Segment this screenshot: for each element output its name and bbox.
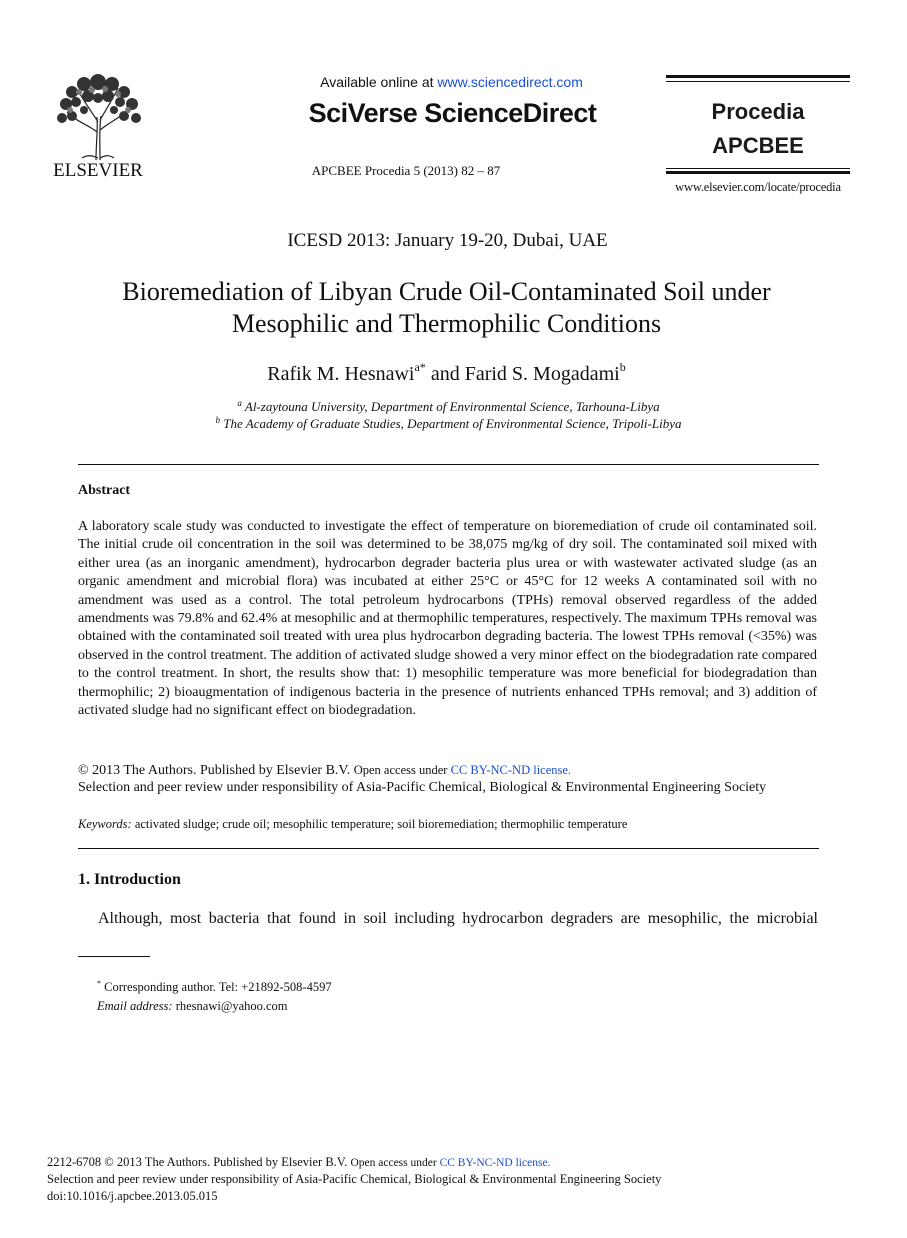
footer-copyright-text: 2212-6708 © 2013 The Authors. Published by Elsevier B.V. bbox=[47, 1155, 351, 1169]
footnote-corresponding bbox=[97, 979, 332, 995]
open-access-text: Open access under bbox=[353, 763, 451, 777]
peer-review-line: Selection and peer review under responsibility of Asia-Pacific Chemical, Biological & Environmental Engineering Society bbox=[78, 780, 767, 795]
title-line-1: Bioremediation of Libyan Crude Oil-Contaminated Soil under bbox=[122, 277, 771, 306]
footer-doi[interactable]: doi:10.1016/j.apcbee.2013.05.015 bbox=[47, 1189, 218, 1203]
footer-open-access: Open access under bbox=[350, 1157, 440, 1169]
divider-top bbox=[78, 464, 819, 465]
journal-title-line1: Procedia bbox=[711, 99, 805, 124]
author-line bbox=[0, 360, 907, 386]
keywords-text: activated sludge; crude oil; mesophilic temperature; soil bioremediation; thermophilic temperature bbox=[131, 817, 628, 831]
author-1: Rafik M. Hesnawi bbox=[267, 363, 415, 385]
affiliation-1 bbox=[0, 398, 907, 415]
footer-peer-review: Selection and peer review under responsibility of Asia-Pacific Chemical, Biological & Environmental Engineering Society bbox=[47, 1172, 662, 1186]
aff-1-text: Al-zaytouna University, Department of Environmental Science, Tarhouna-Libya bbox=[244, 399, 660, 414]
abstract-heading: Abstract bbox=[78, 483, 131, 498]
author-join: and bbox=[425, 363, 465, 385]
section-heading-introduction: 1. Introduction bbox=[78, 871, 181, 888]
abstract-body: A laboratory scale study was conducted to investigate the effect of temperature on bioremediation of crude oil contaminated soil. The initial crude oil concentration in the soil was determined to be 38,075 mg/kg of dry soil. The contaminated soil mixed with either urea (as an inorganic amendment), hydrocarbon degrader bacteria plus urea or with wastewater activated sludge (as an organic amendment and microbial flora) was incubated at either 25°C or 45°C for 12 weeks A contaminated soil with no amendment was used as a control. The total petroleum hydrocarbons (TPHs) removal observed regardless of the added amendments was 79.8% and 62.4% at mesophilic and at thermophilic temperatures, respectively. The maximum TPHs removal was obtained with the contaminated soil treated with urea plus hydrocarbon degrading bacteria. The lowest TPHs removal (<35%) was observed in the control treatment. The addition of activated sludge showed a very minor effect on the biodegradation rate compared to the control treatment. In short, the results show that: 1) mesophilic temperature was more beneficial for biodegradation than thermophilic; 2) bioaugmentation of indigenous bacteria in the presence of nutrients enhanced TPHs removal; and 3) addition of activated sludge had no significant effect on biodegradation. bbox=[78, 519, 817, 719]
email-label: Email address: bbox=[97, 999, 173, 1013]
author-1-sup: a* bbox=[414, 360, 426, 374]
title-box-bottom-rule-thin bbox=[666, 168, 850, 169]
journal-title bbox=[666, 95, 850, 163]
copyright-text: © 2013 The Authors. Published by Elsevier B.V. bbox=[78, 763, 354, 778]
paper-title bbox=[60, 276, 833, 340]
divider-bottom bbox=[78, 848, 819, 849]
footer-copyright bbox=[47, 1155, 550, 1170]
title-box-top-rule-thin bbox=[666, 81, 850, 82]
conference-line bbox=[0, 230, 907, 252]
sciencedirect-link[interactable]: www.sciencedirect.com bbox=[437, 74, 583, 90]
journal-reference-text: APCBEE Procedia 5 (2013) 82 – 87 bbox=[311, 163, 501, 178]
available-prefix: Available online at bbox=[320, 74, 438, 90]
author-2: Farid S. Mogadami bbox=[464, 363, 620, 385]
title-box-top-rule bbox=[666, 75, 850, 78]
copyright-line bbox=[78, 762, 838, 779]
footnote-divider bbox=[78, 956, 150, 957]
affiliation-2 bbox=[0, 415, 907, 432]
copyright-block bbox=[78, 762, 838, 796]
aff-1-sup: a bbox=[237, 398, 242, 408]
publisher-wordmark: ELSEVIER bbox=[53, 160, 143, 180]
footer-license-link[interactable]: CC BY-NC-ND license. bbox=[439, 1157, 551, 1169]
title-line-2: Mesophilic and Thermophilic Conditions bbox=[231, 309, 662, 338]
license-link[interactable]: CC BY-NC-ND license. bbox=[450, 763, 572, 777]
footnote-marker: * bbox=[97, 979, 101, 988]
footnote-email bbox=[97, 999, 288, 1014]
title-box-bottom-rule bbox=[666, 171, 850, 174]
introduction-paragraph: Although, most bacteria that found in soil including hydrocarbon degraders are mesophilic, the microbial bbox=[98, 910, 818, 927]
keywords-line bbox=[78, 817, 627, 832]
platform-name: SciVerse ScienceDirect bbox=[308, 98, 597, 128]
journal-homepage[interactable]: www.elsevier.com/locate/procedia bbox=[675, 180, 841, 194]
author-2-sup: b bbox=[619, 360, 626, 374]
aff-2-sup: b bbox=[215, 415, 221, 425]
footnote-corresponding-text: Corresponding author. Tel: +21892-508-4597 bbox=[101, 980, 332, 994]
aff-2-text: The Academy of Graduate Studies, Department of Environmental Science, Tripoli-Libya bbox=[223, 416, 682, 431]
keywords-label: Keywords: bbox=[78, 817, 132, 831]
email-address: rhesnawi@yahoo.com bbox=[172, 999, 288, 1013]
conference-text: ICESD 2013: January 19-20, Dubai, UAE bbox=[287, 230, 608, 251]
journal-title-box bbox=[666, 75, 850, 175]
journal-title-line2: APCBEE bbox=[712, 133, 804, 158]
